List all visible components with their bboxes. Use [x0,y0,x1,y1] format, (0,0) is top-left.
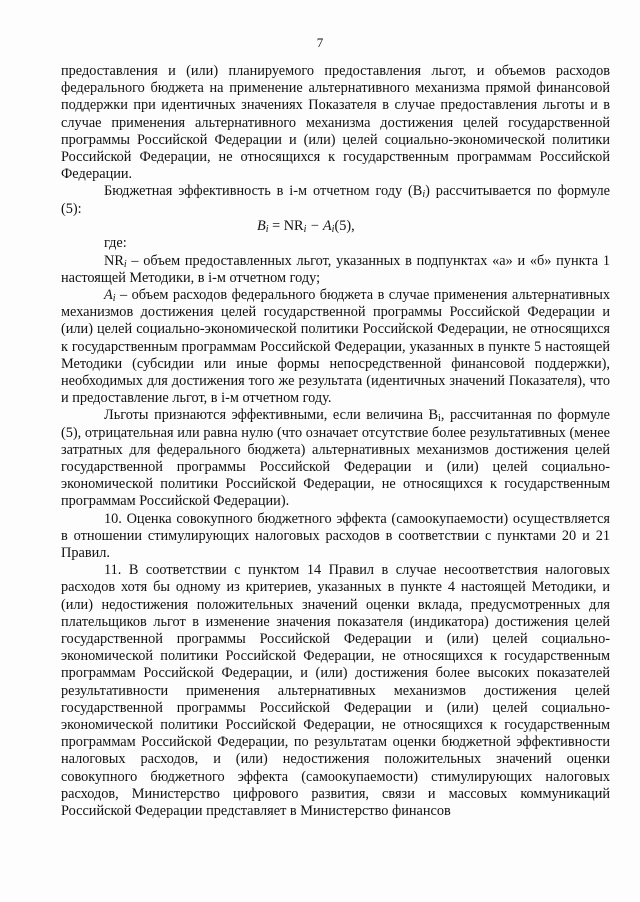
definition-a [61,287,610,407]
subscript-i: i [123,258,127,270]
subscript-i: i [112,292,116,304]
formula-sub: i [331,223,335,235]
formula-a: − A [306,217,332,234]
paragraph-10: 10. Оценка совокупного бюджетного эффекта (самоокупаемости) осуществляется в отношении стимулирующих налоговых расходов в соответствии с пунктами 20 и 21 Правил. [61,510,610,561]
formula-sub: i [303,223,307,235]
paragraph-continuation: предоставления и (или) планируемого предоставления льгот, и объемов расходов федерального бюджета на применение альтернативного механизма прямой финансовой поддержки при идентичных значениях Показателя в случае предоставления льготы и в случае применения альтернативного механизма достижения целей государственной программы Российской Федерации и (или) целей социально-экономической политики Российской Федерации, не относящихся к государственным программам Российской Федерации. [61,63,610,183]
paragraph-text: , рассчитанная по формуле (5), отрицательная или равна нулю (что означает отсутствие более результативных (менее затратных для федерального бюджета) альтернативных механизмов достижения целей государственной программы Российской Федерации и (или) целей социально-экономической политики Российской Федерации, не относящихся к государственным программам Российской Федерации). [61,407,610,510]
paragraph-text: Льготы признаются эффективными, если величина B [104,407,439,424]
where-label: где: [104,235,127,252]
paragraph-efficiency-criteria [61,407,610,510]
definition-text: – объем предоставленных льгот, указанных в подпунктах «а» и «б» пункта 1 настоящей Методики, в i-м отчетном году; [61,252,610,286]
formula-sub: i [265,223,269,235]
subscript-i: i [438,413,441,425]
paragraph-text: Бюджетная эффективность в i-м отчетном году (B [104,183,423,200]
formula-nr: = NR [268,217,304,234]
variable-a: A [104,286,113,303]
definition-text: – объем расходов федерального бюджета в случае применения альтернативных механизмов достижения целей государственной программы Российской Федерации и (или) целей социально-экономической политики Российской Федерации, не относящихся к государственным программам Российской Федерации, указанных в пункте 5 настоящей Методики (субсидии или иные формы непосредственной финансовой поддержки), необходимых для достижения того же результата (идентичных значений Показателя), что и предоставление льгот, в i-м отчетном году. [61,286,610,407]
formula-5 [61,218,610,236]
document-body [61,63,610,820]
formula-lhs: B [257,217,266,234]
paragraph-text: ) рассчитывается по формуле (5): [61,183,610,217]
page-number: 7 [316,35,324,50]
paragraph-budget-efficiency [61,183,610,217]
formula-number: (5), [334,217,355,234]
subscript-i: i [422,189,426,201]
variable-nr: NR [104,252,124,269]
paragraph-11: 11. В соответствии с пунктом 14 Правил в случае несоответствия налоговых расходов хотя бы одному из критериев, указанных в пункте 4 настоящей Методики, и (или) недостижения положительных значений оценки вклада, предусмотренных для плательщиков льгот в изменение значения показателя (индикатора) достижения целей государственной программы Российской Федерации и (или) целей социально-экономической политики Российской Федерации, не относящихся к государственным программам Российской Федерации, и (или) достижения более высоких показателей результативности применения альтернативных механизмов достижения целей государственной программы Российской Федерации и (или) целей социально-экономической политики Российской Федерации, не относящихся к государственным программам Российской Федерации, по результатам оценки бюджетной эффективности налоговых расходов, и (или) недостижения положительных значений оценки совокупного бюджетного эффекта (самоокупаемости) стимулирующих налоговых расходов, Министерство цифрового развития, связи и массовых коммуникаций Российской Федерации представляет в Министерство финансов [61,562,610,820]
definition-nr [61,253,610,287]
